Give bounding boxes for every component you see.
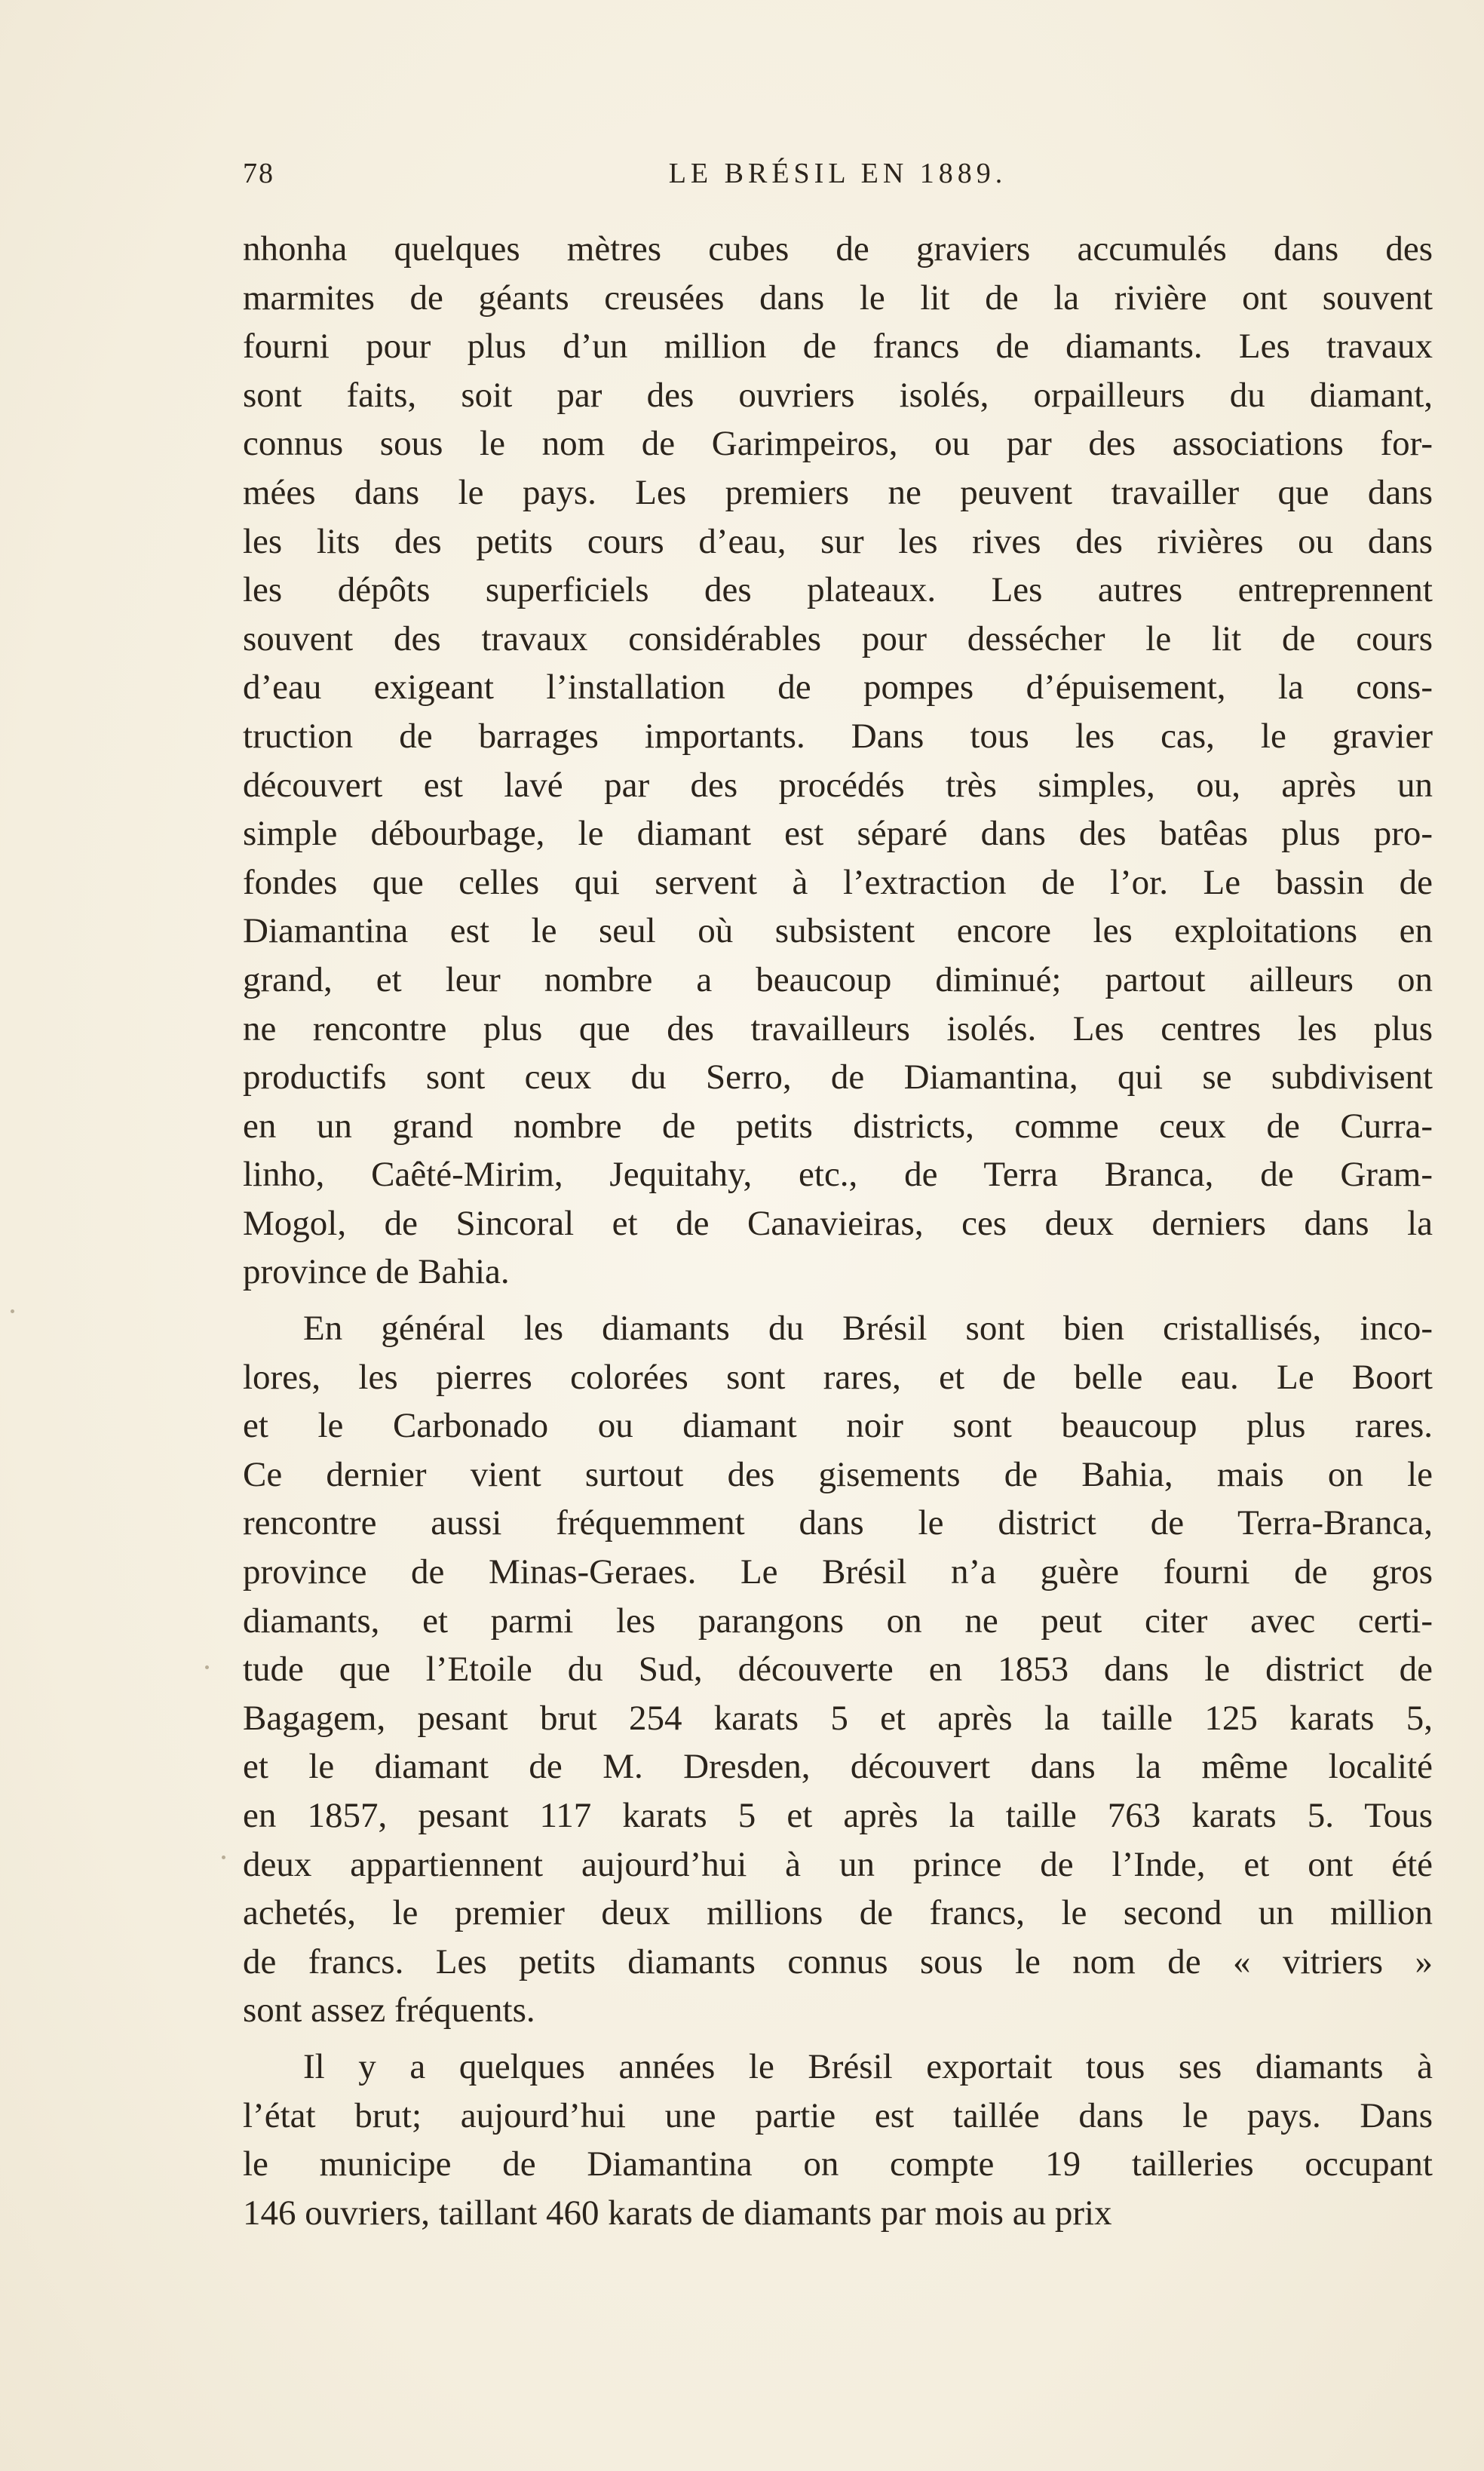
margin-speck — [222, 1856, 225, 1859]
text-line: tude que l’Etoile du Sud, découverte en 1853 dans le district de — [243, 1650, 1433, 1690]
text-line: le municipe de Diamantina on compte 19 tailleries occupant — [243, 2144, 1433, 2184]
text-line: fondes que celles qui servent à l’extraction de l’or. Le bassin de — [243, 862, 1433, 902]
body-text — [243, 225, 1433, 2237]
margin-speck — [205, 1665, 209, 1669]
text-line: Bagagem, pesant brut 254 karats 5 et après la taille 125 karats 5, — [243, 1698, 1433, 1738]
running-head: LE BRÉSIL EN 1889. — [668, 158, 1007, 189]
text-line: Ce dernier vient surtout des gisements de Bahia, mais on le — [243, 1454, 1433, 1494]
text-line: et le Carbonado ou diamant noir sont beaucoup plus rares. — [243, 1406, 1433, 1446]
page-header — [243, 157, 1433, 202]
text-line: l’état brut; aujourd’hui une partie est taillée dans le pays. Dans — [243, 2095, 1433, 2135]
paragraph-3 — [243, 2043, 1433, 2237]
text-line: 146 ouvriers, taillant 460 karats de diamants par mois au prix — [243, 2193, 1112, 2233]
text-line: marmites de géants creusées dans le lit de la rivière ont souvent — [243, 278, 1433, 318]
text-line: lores, les pierres colorées sont rares, et de belle eau. Le Boort — [243, 1357, 1433, 1397]
text-line: achetés, le premier deux millions de francs, le second un million — [243, 1893, 1433, 1933]
text-line: province de Minas-Geraes. Le Brésil n’a guère fourni de gros — [243, 1552, 1433, 1592]
text-line: connus sous le nom de Garimpeiros, ou par des associations for- — [243, 424, 1433, 464]
text-line: de francs. Les petits diamants connus sous le nom de « vitriers » — [243, 1942, 1433, 1981]
text-line: en un grand nombre de petits districts, comme ceux de Curra- — [243, 1106, 1433, 1146]
text-line: deux appartiennent aujourd’hui à un prince de l’Inde, et ont été — [243, 1844, 1433, 1884]
margin-speck — [11, 1309, 14, 1313]
text-line: les dépôts superficiels des plateaux. Les autres entreprennent — [243, 570, 1433, 610]
text-line: ne rencontre plus que des travailleurs isolés. Les centres les plus — [243, 1008, 1433, 1048]
text-line: province de Bahia. — [243, 1252, 510, 1292]
text-line: truction de barrages importants. Dans tous les cas, le gravier — [243, 716, 1433, 756]
text-line: diamants, et parmi les parangons on ne peut citer avec certi- — [243, 1601, 1433, 1641]
text-line: Mogol, de Sincoral et de Canavieiras, ces deux derniers dans la — [243, 1203, 1433, 1243]
text-line: souvent des travaux considérables pour dessécher le lit de cours — [243, 619, 1433, 658]
text-line: d’eau exigeant l’installation de pompes d’épuisement, la cons- — [243, 668, 1433, 708]
text-line: et le diamant de M. Dresden, découvert dans la même localité — [243, 1747, 1433, 1787]
text-line: sont assez fréquents. — [243, 1991, 535, 2031]
text-line: productifs sont ceux du Serro, de Diamantina, qui se subdivisent — [243, 1057, 1433, 1097]
text-line: mées dans le pays. Les premiers ne peuvent travailler que dans — [243, 472, 1433, 512]
text-line: Il y a quelques années le Brésil exportait tous ses diamants à — [303, 2046, 1433, 2086]
text-line: nhonha quelques mètres cubes de graviers accumulés dans des — [243, 229, 1433, 269]
text-line: fourni pour plus d’un million de francs de diamants. Les travaux — [243, 327, 1433, 367]
text-line: En général les diamants du Brésil sont bien cristallisés, inco- — [303, 1309, 1433, 1349]
text-line: en 1857, pesant 117 karats 5 et après la taille 763 karats 5. Tous — [243, 1796, 1433, 1835]
text-line: Diamantina est le seul où subsistent encore les exploitations en — [243, 911, 1433, 951]
text-line: les lits des petits cours d’eau, sur les rives des rivières ou dans — [243, 521, 1433, 561]
text-line: découvert est lavé par des procédés très simples, ou, après un — [243, 765, 1433, 805]
paragraph-1 — [243, 225, 1433, 1297]
text-line: simple débourbage, le diamant est séparé dans des batêas plus pro- — [243, 814, 1433, 854]
text-line: rencontre aussi fréquemment dans le district de Terra-Branca, — [243, 1503, 1433, 1543]
text-line: grand, et leur nombre a beaucoup diminué; partout ailleurs on — [243, 959, 1433, 999]
paragraph-2 — [243, 1304, 1433, 2035]
text-line: sont faits, soit par des ouvriers isolés, orpailleurs du diamant, — [243, 375, 1433, 415]
page-number: 78 — [243, 158, 274, 189]
text-line: linho, Caêté-Mirim, Jequitahy, etc., de Terra Branca, de Gram- — [243, 1155, 1433, 1195]
